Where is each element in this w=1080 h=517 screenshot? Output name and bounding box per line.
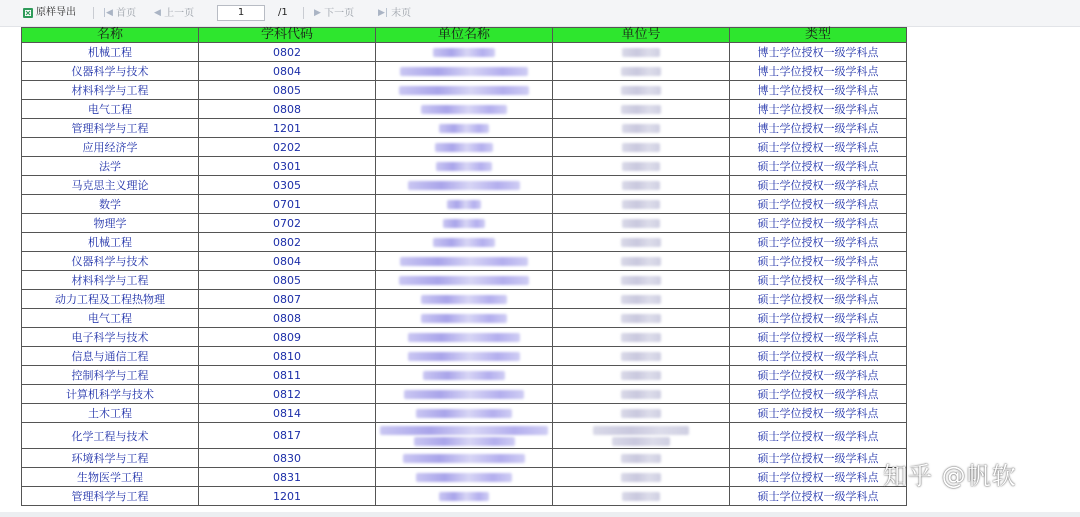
redacted-text: [433, 238, 495, 247]
toolbar-separator: [303, 7, 304, 19]
cell-unit-name: [376, 385, 553, 404]
cell-subject-code: 0831: [199, 468, 376, 487]
cell-name: 仪器科学与技术: [22, 252, 199, 271]
cell-unit-number: [553, 404, 730, 423]
cell-subject-code: 0804: [199, 62, 376, 81]
cell-subject-code: 0808: [199, 100, 376, 119]
table-row: [22, 81, 907, 100]
cell-type: 硕士学位授权一级学科点: [730, 233, 907, 252]
redacted-text: [621, 257, 661, 266]
table-row: [22, 423, 907, 449]
table-row: [22, 138, 907, 157]
cell-unit-name: [376, 43, 553, 62]
cell-type: 硕士学位授权一级学科点: [730, 138, 907, 157]
cell-type: 硕士学位授权一级学科点: [730, 214, 907, 233]
cell-unit-number: [553, 366, 730, 385]
cell-subject-code: 1201: [199, 119, 376, 138]
cell-unit-number: [553, 347, 730, 366]
cell-type: 硕士学位授权一级学科点: [730, 487, 907, 506]
redacted-text: [622, 200, 660, 209]
report-toolbar: [0, 0, 1080, 27]
redacted-text: [621, 67, 661, 76]
table-row: [22, 271, 907, 290]
redacted-text: [433, 48, 495, 57]
cell-subject-code: 0301: [199, 157, 376, 176]
table-row: [22, 119, 907, 138]
cell-subject-code: 0802: [199, 43, 376, 62]
prev-page-label: 上一页: [164, 8, 195, 19]
cell-unit-name: [376, 366, 553, 385]
table-row: [22, 328, 907, 347]
redacted-text: [380, 426, 548, 435]
cell-name: 计算机科学与技术: [22, 385, 199, 404]
table-row: [22, 43, 907, 62]
cell-name: 电气工程: [22, 309, 199, 328]
cell-subject-code: 0804: [199, 252, 376, 271]
cell-unit-name: [376, 487, 553, 506]
cell-unit-name: [376, 81, 553, 100]
table-row: [22, 62, 907, 81]
redacted-text: [621, 390, 661, 399]
redacted-text: [408, 333, 520, 342]
table-row: [22, 290, 907, 309]
cell-name: 生物医学工程: [22, 468, 199, 487]
last-page-icon: ▶|: [378, 8, 388, 18]
cell-type: 硕士学位授权一级学科点: [730, 404, 907, 423]
watermark: 知乎 @帆软: [883, 462, 1017, 490]
cell-unit-number: [553, 309, 730, 328]
redacted-text: [403, 454, 525, 463]
redacted-text: [621, 333, 661, 342]
cell-type: 硕士学位授权一级学科点: [730, 195, 907, 214]
redacted-text: [621, 276, 661, 285]
cell-unit-name: [376, 62, 553, 81]
redacted-text: [622, 492, 660, 501]
redacted-text: [593, 426, 689, 435]
redacted-text: [421, 314, 507, 323]
cell-unit-name: [376, 309, 553, 328]
cell-unit-number: [553, 233, 730, 252]
cell-unit-name: [376, 404, 553, 423]
cell-name: 应用经济学: [22, 138, 199, 157]
cell-type: 硕士学位授权一级学科点: [730, 366, 907, 385]
redacted-text: [439, 492, 489, 501]
cell-name: 电子科学与技术: [22, 328, 199, 347]
redacted-text: [439, 124, 489, 133]
cell-unit-name: [376, 195, 553, 214]
cell-subject-code: 0812: [199, 385, 376, 404]
header-name: 名称: [22, 28, 199, 43]
cell-name: 管理科学与工程: [22, 119, 199, 138]
redacted-text: [622, 181, 660, 190]
next-page-icon: ▶: [314, 8, 321, 18]
header-unit-number: 单位号: [553, 28, 730, 43]
redacted-text: [621, 371, 661, 380]
cell-subject-code: 0814: [199, 404, 376, 423]
cell-subject-code: 0805: [199, 271, 376, 290]
redacted-text: [621, 473, 661, 482]
cell-unit-number: [553, 328, 730, 347]
redacted-text: [399, 86, 529, 95]
table-row: [22, 366, 907, 385]
cell-type: 硕士学位授权一级学科点: [730, 385, 907, 404]
cell-type: 硕士学位授权一级学科点: [730, 449, 907, 468]
cell-name: 仪器科学与技术: [22, 62, 199, 81]
redacted-text: [621, 352, 661, 361]
cell-unit-name: [376, 468, 553, 487]
redacted-text: [400, 67, 528, 76]
redacted-text: [447, 200, 481, 209]
cell-unit-name: [376, 100, 553, 119]
first-page-label: 首页: [116, 8, 137, 19]
cell-subject-code: 0830: [199, 449, 376, 468]
toolbar-separator: [93, 7, 94, 19]
cell-subject-code: 1201: [199, 487, 376, 506]
cell-unit-number: [553, 119, 730, 138]
cell-name: 机械工程: [22, 43, 199, 62]
header-unit-name: 单位名称: [376, 28, 553, 43]
cell-unit-name: [376, 328, 553, 347]
report-table: [21, 27, 907, 506]
cell-unit-number: [553, 468, 730, 487]
cell-unit-name: [376, 214, 553, 233]
redacted-text: [399, 276, 529, 285]
redacted-text: [436, 162, 492, 171]
redacted-text: [622, 124, 660, 133]
cell-type: 硕士学位授权一级学科点: [730, 328, 907, 347]
cell-unit-name: [376, 290, 553, 309]
redacted-text: [622, 143, 660, 152]
page-total: /1: [278, 7, 288, 18]
cell-subject-code: 0702: [199, 214, 376, 233]
cell-unit-name: [376, 423, 553, 449]
redacted-text: [621, 105, 661, 114]
cell-type: 硕士学位授权一级学科点: [730, 468, 907, 487]
cell-unit-name: [376, 347, 553, 366]
redacted-text: [621, 86, 661, 95]
cell-name: 环境科学与工程: [22, 449, 199, 468]
table-row: [22, 487, 907, 506]
redacted-text: [621, 295, 661, 304]
cell-unit-number: [553, 43, 730, 62]
table-row: [22, 347, 907, 366]
table-row: [22, 404, 907, 423]
redacted-text: [612, 437, 670, 446]
cell-name: 数学: [22, 195, 199, 214]
table-row: [22, 176, 907, 195]
cell-unit-number: [553, 252, 730, 271]
table-header-row: [22, 28, 907, 43]
redacted-text: [621, 314, 661, 323]
cell-type: 博士学位授权一级学科点: [730, 62, 907, 81]
table-row: [22, 468, 907, 487]
table-row: [22, 214, 907, 233]
redacted-text: [421, 295, 507, 304]
cell-unit-number: [553, 62, 730, 81]
redacted-text: [416, 473, 512, 482]
cell-name: 信息与通信工程: [22, 347, 199, 366]
cell-subject-code: 0202: [199, 138, 376, 157]
cell-subject-code: 0809: [199, 328, 376, 347]
cell-unit-name: [376, 271, 553, 290]
redacted-text: [414, 437, 515, 446]
cell-subject-code: 0701: [199, 195, 376, 214]
redacted-text: [416, 409, 512, 418]
redacted-text: [621, 454, 661, 463]
redacted-text: [404, 390, 524, 399]
cell-type: 硕士学位授权一级学科点: [730, 252, 907, 271]
cell-unit-number: [553, 271, 730, 290]
cell-unit-name: [376, 252, 553, 271]
redacted-text: [408, 352, 520, 361]
table-row: [22, 157, 907, 176]
cell-type: 硕士学位授权一级学科点: [730, 347, 907, 366]
prev-page-button[interactable]: [154, 6, 194, 20]
cell-name: 管理科学与工程: [22, 487, 199, 506]
page-number-input[interactable]: [217, 5, 265, 21]
cell-type: 硕士学位授权一级学科点: [730, 309, 907, 328]
cell-type: 博士学位授权一级学科点: [730, 100, 907, 119]
table-body: [22, 43, 907, 506]
cell-type: 硕士学位授权一级学科点: [730, 423, 907, 449]
table-row: [22, 233, 907, 252]
cell-name: 化学工程与技术: [22, 423, 199, 449]
cell-unit-name: [376, 138, 553, 157]
table-row: [22, 100, 907, 119]
next-page-label: 下一页: [324, 8, 355, 19]
header-subject-code: 学科代码: [199, 28, 376, 43]
redacted-text: [622, 162, 660, 171]
cell-name: 电气工程: [22, 100, 199, 119]
cell-name: 法学: [22, 157, 199, 176]
cell-type: 硕士学位授权一级学科点: [730, 176, 907, 195]
cell-subject-code: 0817: [199, 423, 376, 449]
cell-unit-number: [553, 290, 730, 309]
last-page-label: 末页: [391, 8, 412, 19]
cell-subject-code: 0802: [199, 233, 376, 252]
first-page-button[interactable]: [103, 6, 136, 20]
redacted-text: [423, 371, 505, 380]
cell-type: 硕士学位授权一级学科点: [730, 157, 907, 176]
cell-type: 博士学位授权一级学科点: [730, 81, 907, 100]
cell-unit-number: [553, 138, 730, 157]
redacted-text: [621, 409, 661, 418]
cell-type: 博士学位授权一级学科点: [730, 119, 907, 138]
cell-unit-name: [376, 449, 553, 468]
cell-unit-number: [553, 81, 730, 100]
cell-unit-name: [376, 233, 553, 252]
redacted-text: [400, 257, 528, 266]
cell-unit-number: [553, 100, 730, 119]
cell-unit-number: [553, 157, 730, 176]
cell-name: 机械工程: [22, 233, 199, 252]
cell-subject-code: 0305: [199, 176, 376, 195]
cell-unit-number: [553, 487, 730, 506]
cell-name: 土木工程: [22, 404, 199, 423]
redacted-text: [621, 238, 661, 247]
redacted-text: [421, 105, 507, 114]
export-button[interactable]: [22, 6, 76, 20]
table-row: [22, 252, 907, 271]
cell-type: 硕士学位授权一级学科点: [730, 271, 907, 290]
redacted-text: [622, 48, 660, 57]
redacted-text: [622, 219, 660, 228]
cell-unit-number: [553, 214, 730, 233]
table-row: [22, 449, 907, 468]
cell-unit-name: [376, 119, 553, 138]
cell-type: 博士学位授权一级学科点: [730, 43, 907, 62]
redacted-text: [408, 181, 520, 190]
cell-unit-name: [376, 157, 553, 176]
export-label: 原样导出: [36, 7, 76, 18]
cell-unit-number: [553, 423, 730, 449]
excel-export-icon: [22, 7, 34, 19]
cell-subject-code: 0805: [199, 81, 376, 100]
cell-name: 动力工程及工程热物理: [22, 290, 199, 309]
cell-name: 马克思主义理论: [22, 176, 199, 195]
next-page-button[interactable]: [314, 6, 354, 20]
prev-page-icon: ◀: [154, 8, 161, 18]
cell-unit-number: [553, 449, 730, 468]
cell-subject-code: 0807: [199, 290, 376, 309]
cell-subject-code: 0811: [199, 366, 376, 385]
table-row: [22, 309, 907, 328]
cell-name: 控制科学与工程: [22, 366, 199, 385]
table-row: [22, 385, 907, 404]
cell-type: 硕士学位授权一级学科点: [730, 290, 907, 309]
cell-unit-number: [553, 176, 730, 195]
last-page-button[interactable]: [378, 6, 411, 20]
header-type: 类型: [730, 28, 907, 43]
cell-name: 物理学: [22, 214, 199, 233]
cell-unit-name: [376, 176, 553, 195]
redacted-text: [435, 143, 493, 152]
redacted-text: [443, 219, 485, 228]
cell-name: 材料科学与工程: [22, 271, 199, 290]
cell-subject-code: 0810: [199, 347, 376, 366]
table-row: [22, 195, 907, 214]
cell-name: 材料科学与工程: [22, 81, 199, 100]
cell-unit-number: [553, 195, 730, 214]
cell-subject-code: 0808: [199, 309, 376, 328]
cell-unit-number: [553, 385, 730, 404]
first-page-icon: |◀: [103, 8, 113, 18]
horizontal-scrollbar[interactable]: [0, 512, 1080, 517]
